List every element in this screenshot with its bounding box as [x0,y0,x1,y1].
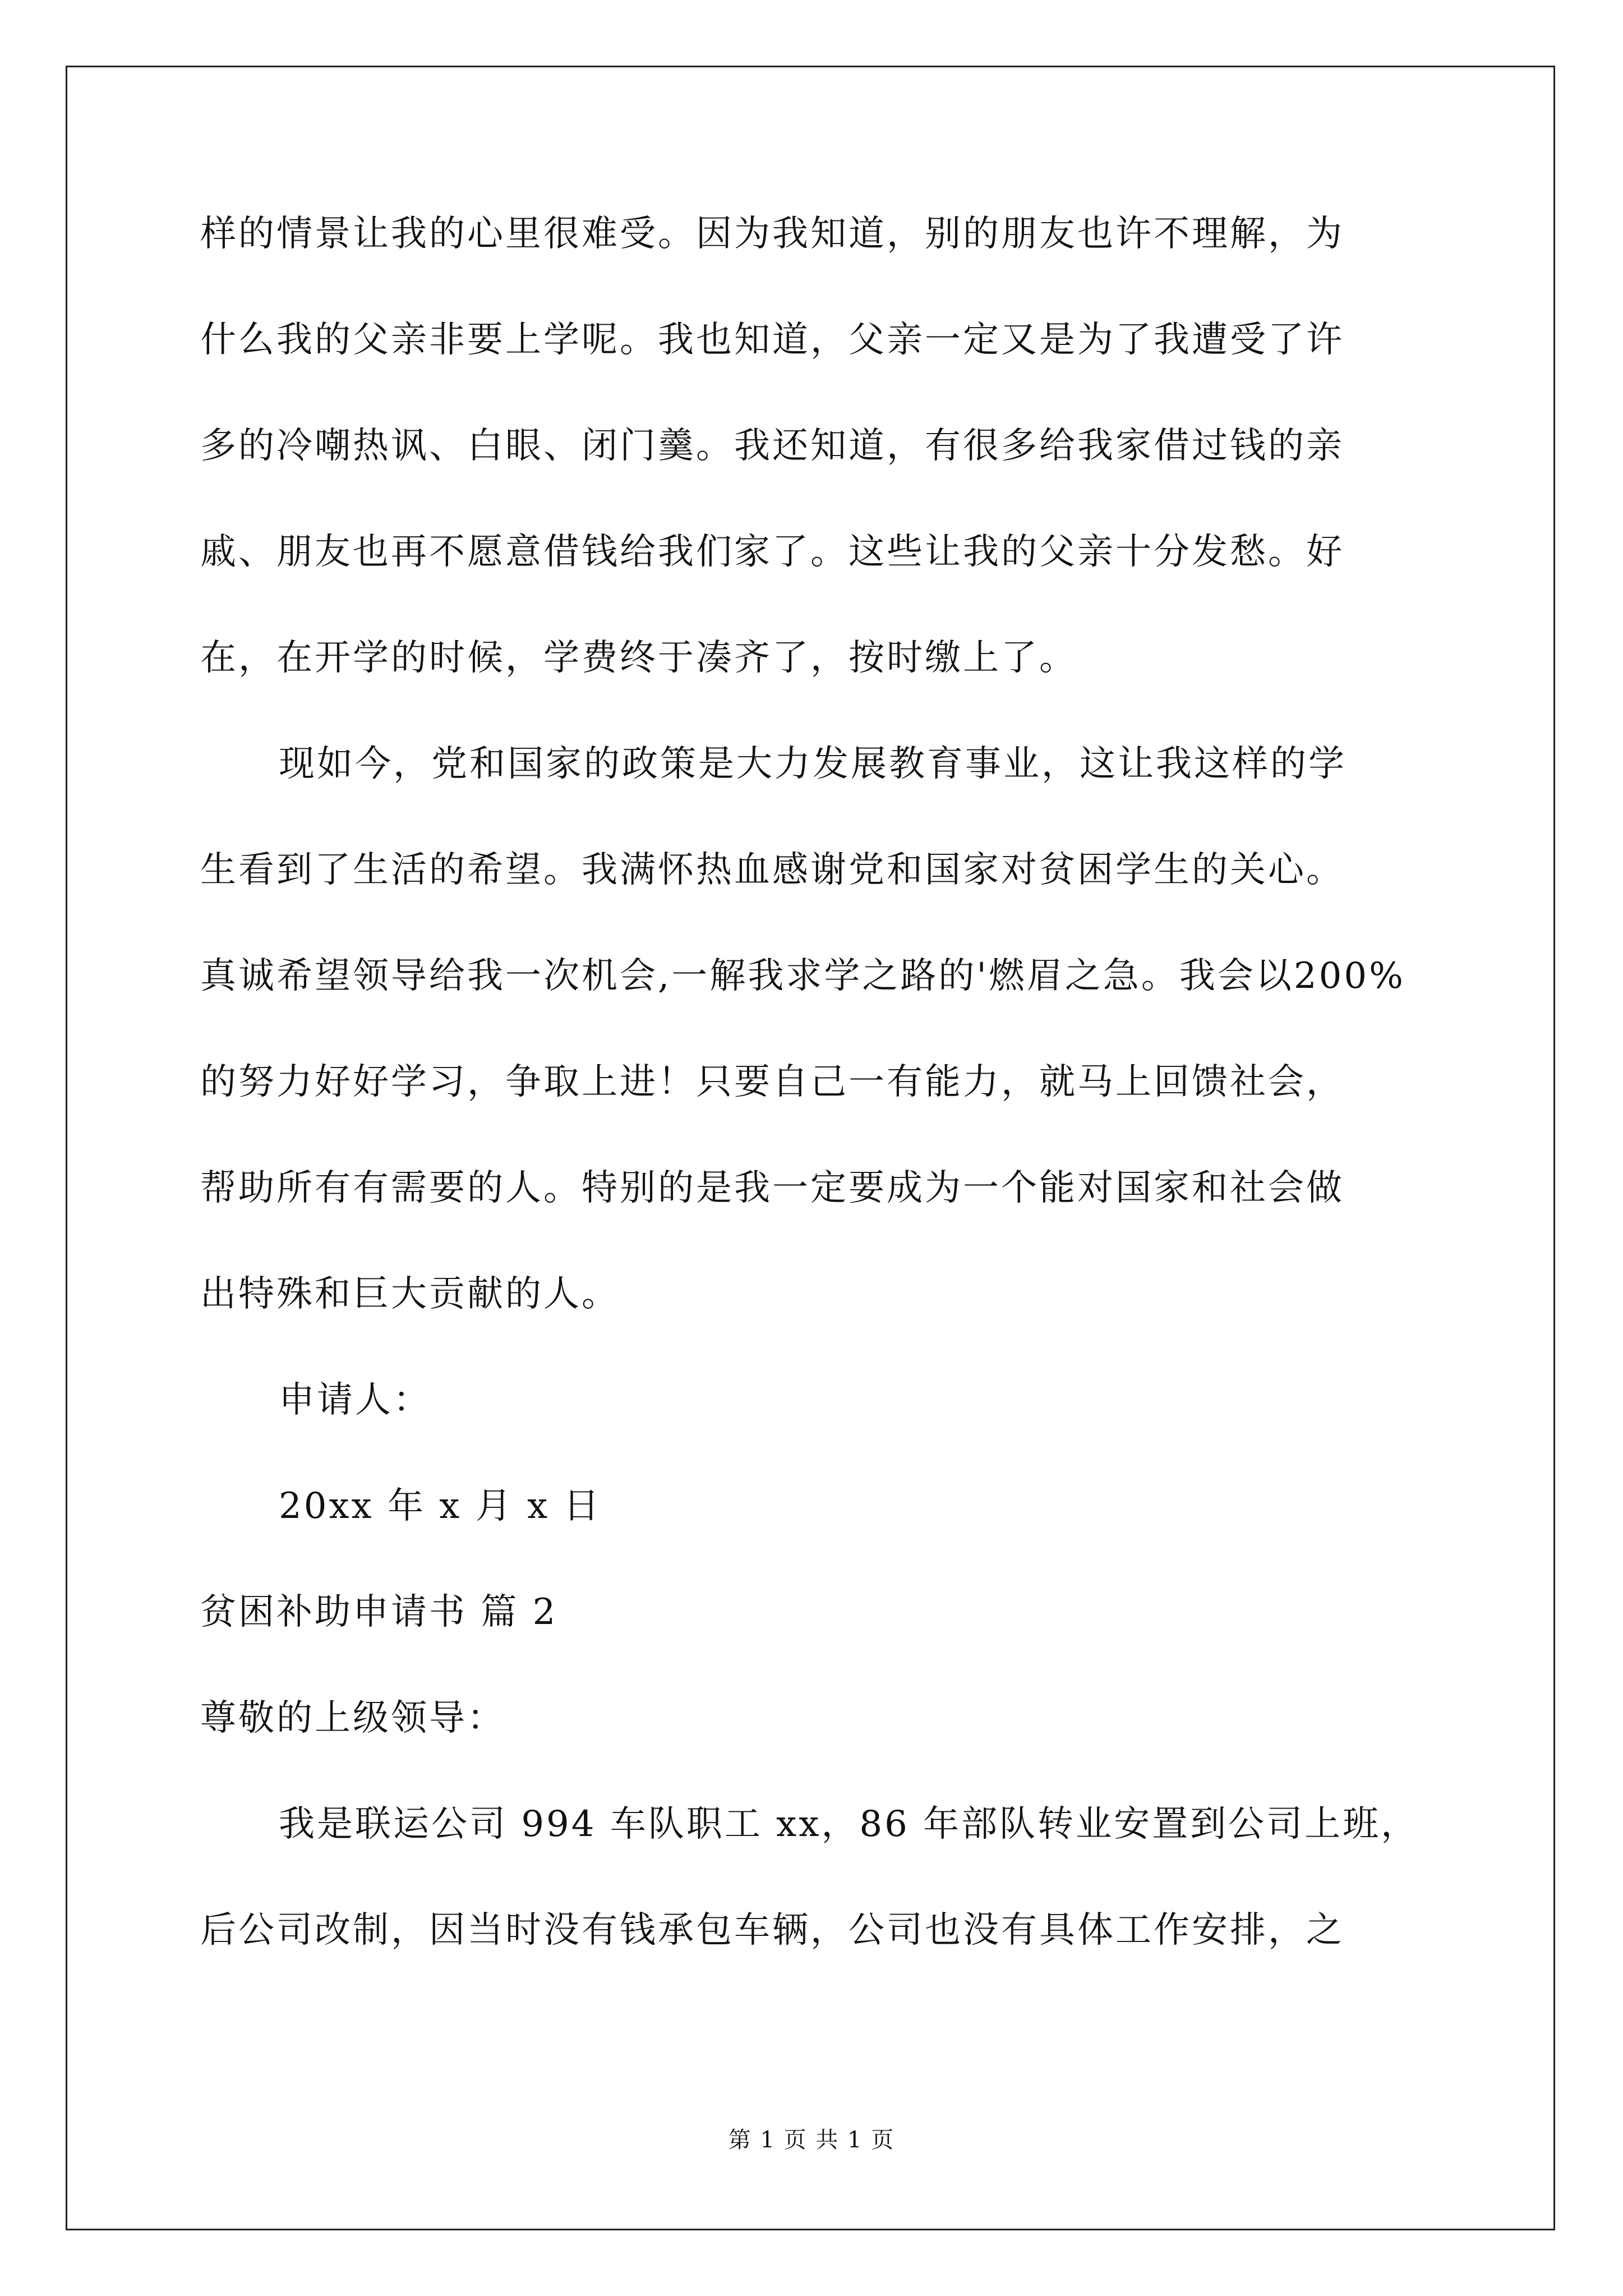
applicant-label: 申请人： [279,1379,431,1421]
body-line: 样的情景让我的心里很难受。因为我知道，别的朋友也许不理解，为 [200,213,1344,255]
paragraph-start-line: 现如今，党和国家的政策是大力发展教育事业，这让我这样的学 [279,743,1347,785]
body-line: 在，在开学的时候，学费终于凑齐了，按时缴上了。 [200,637,1077,679]
body-line: 帮助所有有需要的人。特别的是我一定要成为一个能对国家和社会做 [200,1167,1344,1209]
body-line: 多的冷嘲热讽、白眼、闭门羹。我还知道，有很多给我家借过钱的亲 [200,425,1344,467]
body-line: 生看到了生活的希望。我满怀热血感谢党和国家对贫困学生的关心。 [200,849,1344,891]
paragraph-start-line: 我是联运公司 994 车队职工 xx，86 年部队转业安置到公司上班， [279,1803,1419,1845]
date-line: 20xx 年 x 月 x 日 [279,1485,602,1527]
body-line: 戚、朋友也再不愿意借钱给我们家了。这些让我的父亲十分发愁。好 [200,531,1344,573]
page-number-footer: 第 1 页 共 1 页 [728,2127,895,2153]
body-line: 什么我的父亲非要上学呢。我也知道，父亲一定又是为了我遭受了许 [200,319,1344,361]
section-heading: 贫困补助申请书 篇 2 [200,1591,558,1633]
salutation: 尊敬的上级领导： [200,1697,505,1739]
page-border [66,66,1555,2230]
body-line: 出特殊和巨大贡献的人。 [200,1273,620,1315]
body-line: 的努力好好学习，争取上进！只要自己一有能力，就马上回馈社会， [200,1061,1344,1103]
body-line: 真诚希望领导给我一次机会,一解我求学之路的'燃眉之急。我会以200% [200,955,1405,997]
body-line: 后公司改制，因当时没有钱承包车辆，公司也没有具体工作安排，之 [200,1910,1344,1951]
